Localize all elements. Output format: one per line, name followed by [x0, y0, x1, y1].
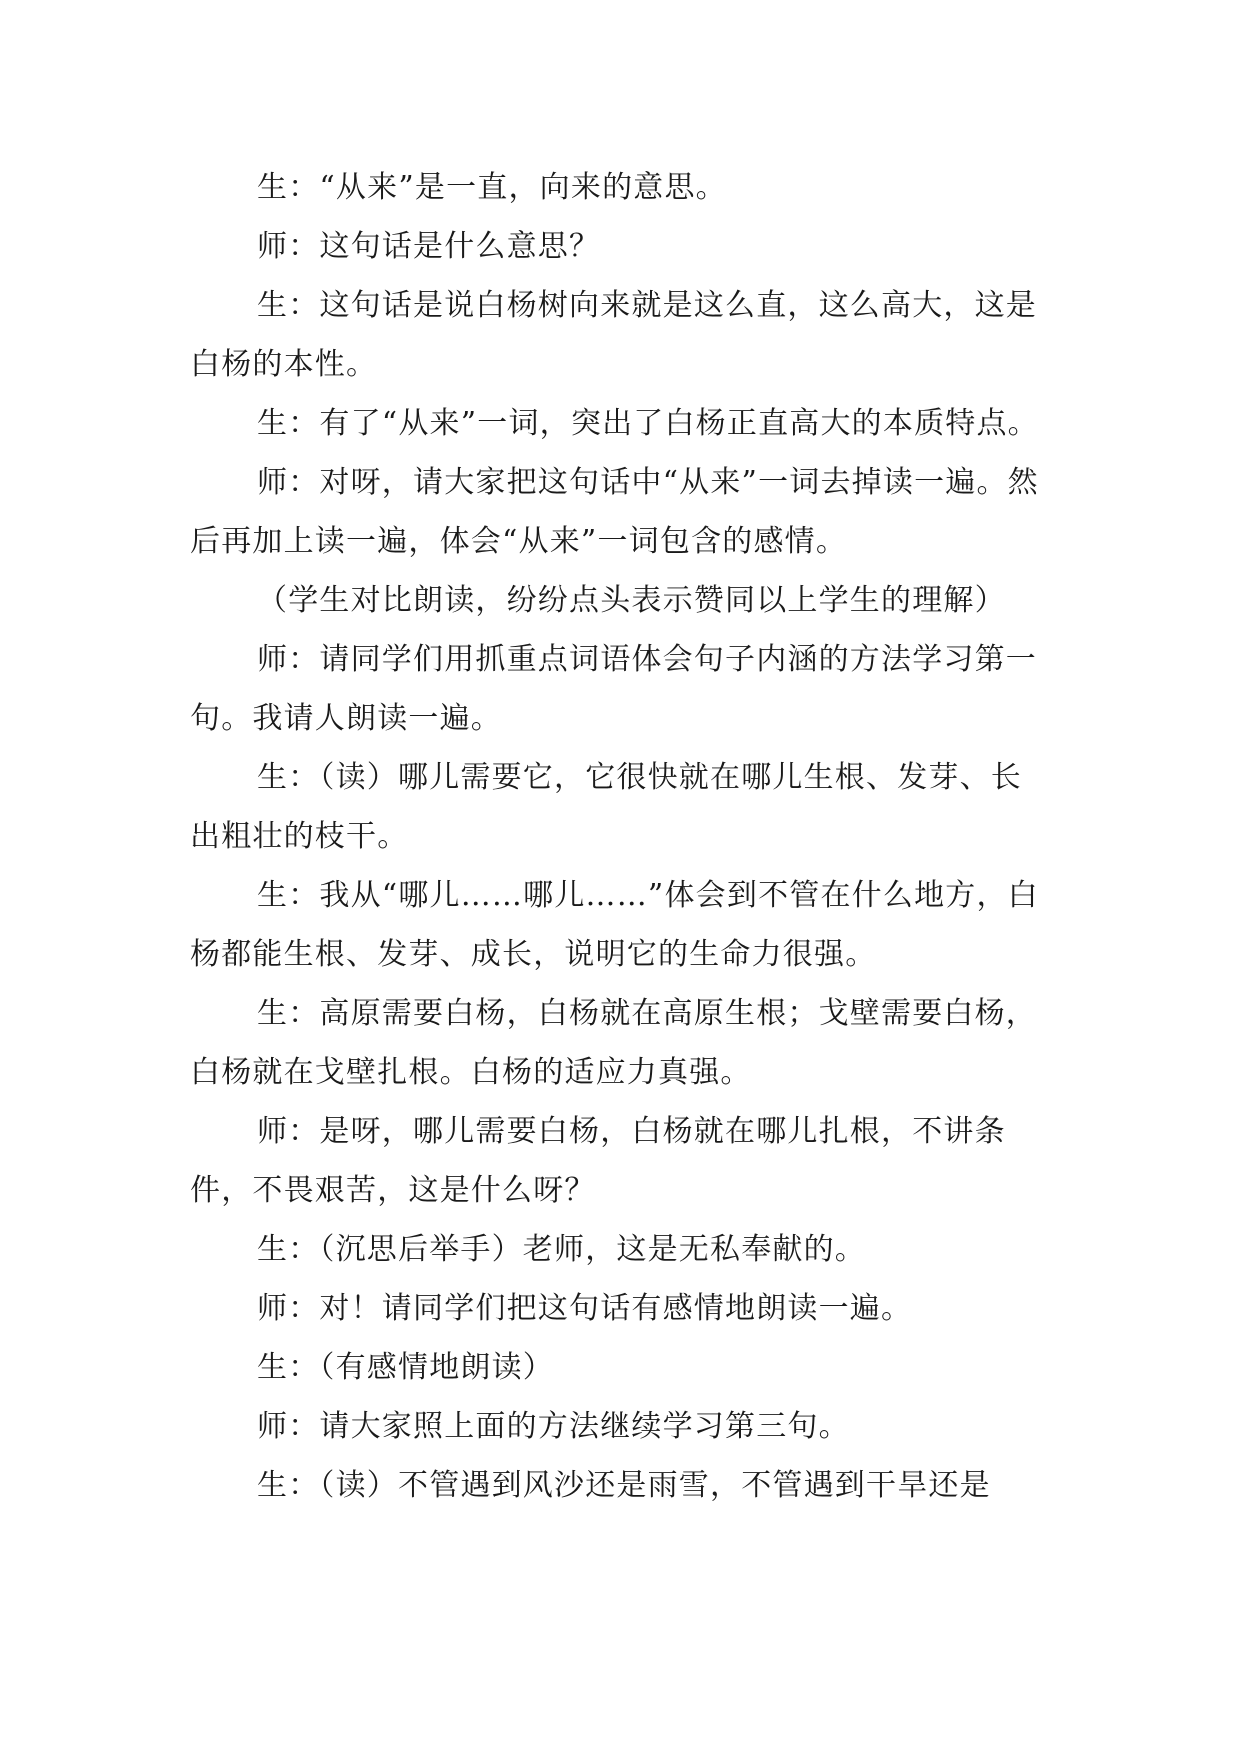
paragraph: 师：对呀，请大家把这句话中“从来”一词去掉读一遍。然后再加上读一遍，体会“从来”一词包含的感情。	[190, 465, 1039, 559]
paragraph: 师：请同学们用抓重点词语体会句子内涵的方法学习第一句。我请人朗读一遍。	[190, 642, 1037, 736]
paragraph: 生：这句话是说白杨树向来就是这么直，这么高大，这是白杨的本性。	[190, 288, 1037, 382]
paragraph: 生：（读）不管遇到风沙还是雨雪，不管遇到干旱还是	[257, 1468, 991, 1503]
paragraph: 生：（沉思后举手）老师，这是无私奉献的。	[257, 1232, 866, 1267]
paragraph: 生：我从“哪儿……哪儿……”体会到不管在什么地方，白杨都能生根、发芽、成长，说明它的生命力很强。	[190, 878, 1039, 972]
paragraph: （学生对比朗读，纷纷点头表示赞同以上学生的理解）	[257, 583, 1006, 618]
paragraph: 生：“从来”是一直，向来的意思。	[257, 170, 727, 205]
paragraph: 师：对！请同学们把这句话有感情地朗读一遍。	[257, 1291, 913, 1326]
paragraph: 师：请大家照上面的方法继续学习第三句。	[257, 1409, 850, 1444]
paragraph: 生：高原需要白杨，白杨就在高原生根；戈壁需要白杨，白杨就在戈壁扎根。白杨的适应力真强。	[190, 996, 1037, 1090]
paragraph: 师：是呀，哪儿需要白杨，白杨就在哪儿扎根，不讲条件，不畏艰苦，这是什么呀？	[190, 1114, 1006, 1208]
body-text	[190, 158, 1052, 1515]
paragraph: 生：有了“从来”一词，突出了白杨正直高大的本质特点。	[257, 406, 1039, 441]
paragraph: 生：（读）哪儿需要它，它很快就在哪儿生根、发芽、长出粗壮的枝干。	[190, 760, 1022, 854]
paragraph: 生：（有感情地朗读）	[257, 1350, 554, 1385]
paragraph: 师：这句话是什么意思？	[257, 229, 601, 264]
